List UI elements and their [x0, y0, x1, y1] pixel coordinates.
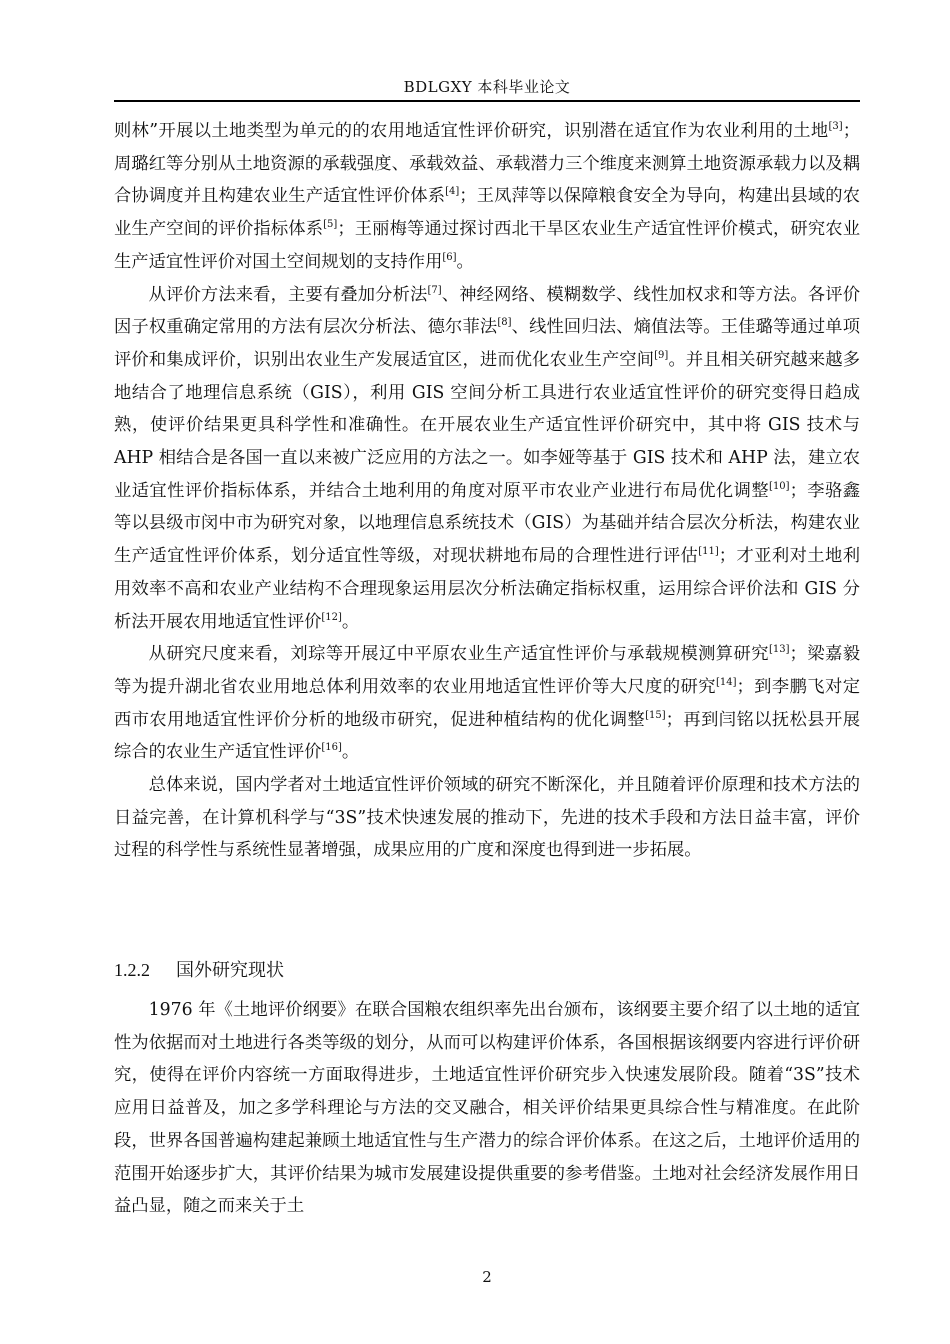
citation-ref: [15] — [645, 709, 666, 721]
citation-ref: [16] — [321, 742, 342, 754]
text-run: ；王凤萍等以保障粮食安全为导向，构建出县域的农业生产空间的评价指标体系 — [114, 186, 860, 240]
text-run: 从评价方法来看，主要有叠加分析法 — [148, 284, 428, 305]
body-text-section-1 — [114, 115, 860, 867]
citation-ref: [7] — [427, 284, 442, 296]
citation-ref: [9] — [654, 349, 669, 361]
text-run: ；才亚利对土地利用效率不高和农业产业结构不合理现象运用层次分析法确定指标权重，运用综合评价法和 GIS 分析法开展农用地适宜性评价 — [114, 546, 860, 632]
citation-ref: [14] — [715, 676, 737, 688]
running-header: BDLGXY 本科毕业论文 — [403, 78, 571, 96]
paragraph — [114, 769, 860, 867]
header-rule — [114, 100, 860, 102]
text-run: 从研究尺度来看，刘琮等开展辽中平原农业生产适宜性评价与承载规模测算研究 — [148, 644, 769, 665]
text-run: ；周璐红等分别从土地资源的承载强度、承载效益、承载潜力三个维度来测算土地资源承载力以及耦合协调度并且构建农业生产适宜性评价体系 — [114, 121, 860, 207]
citation-ref: [5] — [323, 219, 338, 231]
text-run: 。 — [341, 742, 360, 763]
text-run: 总体来说，国内学者对土地适宜性评价领域的研究不断深化，并且随着评价原理和技术方法的日益完善，在计算机科学与“3S”技术快速发展的推动下，先进的技术手段和方法日益丰富，评价过程的科学性与系统性显著增强，成果应用的广度和深度也得到进一步拓展。 — [114, 775, 860, 861]
text-run: ；王丽梅等通过探讨西北干旱区农业生产适宜性评价模式，研究农业生产适宜性评价对国土空间规划的支持作用 — [114, 219, 860, 272]
text-run: 。 — [341, 611, 360, 632]
text-run: 、线性回归法、熵值法等。王佳璐等通过单项评价和集成评价，识别出农业生产发展适宜区，进而优化农业生产空间 — [114, 317, 860, 370]
citation-ref: [13] — [768, 644, 790, 656]
paragraph — [114, 279, 860, 639]
citation-ref: [10] — [769, 480, 790, 492]
text-run: ；再到闫铭以抚松县开展综合的农业生产适宜性评价 — [114, 709, 860, 763]
paragraph — [114, 994, 860, 1223]
text-run: 1976 年《土地评价纲要》在联合国粮农组织率先出台颁布，该纲要主要介绍了以土地的适宜性为依据而对土地进行各类等级的划分，从而可以构建评价体系，各国根据该纲要内容进行评价研究，使得在评价内容统一方面取得进步，土地适宜性评价研究步入快速发展阶段。随着“3S”技术应用日益普及，加之多学科理论与方法的交叉融合，相关评价结果更具综合性与精准度。在此阶段，世界各国普遍构建起兼顾土地适宜性与生产潜力的综合评价体系。在这之后，土地评价适用的范围开始逐步扩大，其评价结果为城市发展建设提供重要的参考借鉴。土地对社会经济发展作用日益凸显，随之而来关于土 — [114, 1000, 860, 1217]
text-run: 则林”开展以土地类型为单元的的农用地适宜性评价研究，识别潜在适宜作为农业利用的土地 — [114, 121, 829, 141]
section-number: 1.2.2 — [114, 960, 150, 980]
page-number: 2 — [482, 1268, 492, 1286]
body-text-section-2 — [114, 994, 860, 1223]
text-run: ；李骆鑫等以县级市闵中市为研究对象，以地理信息系统技术（GIS）为基础并结合层次分析法，构建农业生产适宜性评价体系，划分适宜性等级，对现状耕地布局的合理性进行评估 — [114, 480, 860, 567]
citation-ref: [8] — [497, 317, 512, 329]
text-run: 。 — [456, 251, 474, 272]
text-run: 、神经网络、模糊数学、线性加权求和等方法。各评价因子权重确定常用的方法有层次分析法、德尔菲法 — [114, 284, 860, 338]
paragraph — [114, 638, 860, 769]
citation-ref: [12] — [321, 611, 342, 623]
citation-ref: [4] — [445, 186, 460, 198]
paragraph — [114, 115, 860, 279]
section-heading — [114, 956, 860, 985]
text-run: ；到李鹏飞对定西市农用地适宜性评价分析的地级市研究，促进种植结构的优化调整 — [114, 676, 860, 730]
text-run: 。并且相关研究越来越多地结合了地理信息系统（GIS），利用 GIS 空间分析工具进行农业适宜性评价的研究变得日趋成熟，使评价结果更具科学性和准确性。在开展农业生产适宜性评价研究中，其中将 GIS 技术与 AHP 相结合是各国一直以来被广泛应用的方法之一。如李娅等基于 GIS 技术和 AHP 法，建立农业适宜性评价指标体系，并结合土地利用的角度对原平市农业产业进行布局优化调整 — [114, 349, 860, 501]
text-run: ；梁嘉毅等为提升湖北省农业用地总体利用效率的农业用地适宜性评价等大尺度的研究 — [114, 644, 860, 697]
citation-ref: [11] — [698, 546, 719, 558]
section-title: 国外研究现状 — [176, 960, 284, 981]
citation-ref: [6] — [442, 251, 457, 263]
citation-ref: [3] — [828, 121, 843, 132]
